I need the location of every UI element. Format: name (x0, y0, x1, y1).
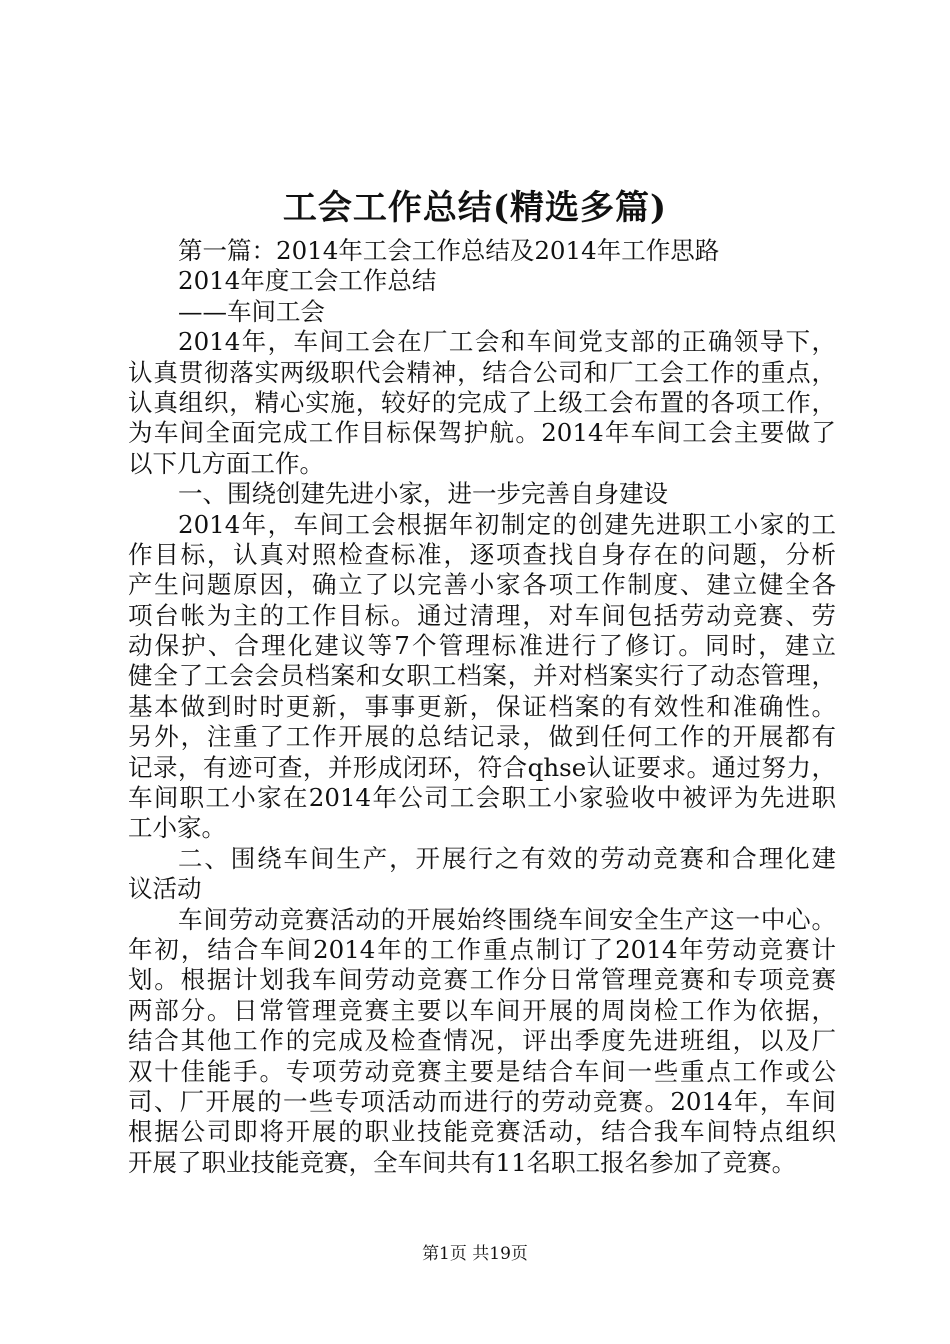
text-line: 双十佳能手。专项劳动竞赛主要是结合车间一些重点工作或公 (128, 1056, 836, 1086)
text-line: 记录，有迹可查，并形成闭环，符合qhse认证要求。通过努力， (128, 752, 836, 782)
text-line: 议活动 (128, 874, 202, 904)
text-line: 以下几方面工作。 (128, 448, 324, 478)
text-line: 开展了职业技能竞赛，全车间共有11名职工报名参加了竞赛。 (128, 1147, 797, 1177)
text-line: ——车间工会 (178, 296, 325, 326)
document-body (128, 236, 836, 1178)
text-line: 2014年度工会工作总结 (178, 266, 437, 296)
text-line: 2014年，车间工会根据年初制定的创建先进职工小家的工 (178, 509, 836, 539)
text-line: 车间职工小家在2014年公司工会职工小家验收中被评为先进职 (128, 783, 836, 813)
text-line: 根据公司即将开展的职业技能竞赛活动，结合我车间特点组织 (128, 1117, 836, 1147)
text-line: 司、厂开展的一些专项活动而进行的劳动竞赛。2014年，车间 (128, 1086, 836, 1116)
text-line: 认真贯彻落实两级职代会精神，结合公司和厂工会工作的重点， (128, 357, 836, 387)
text-line: 产生问题原因，确立了以完善小家各项工作制度、建立健全各 (128, 570, 836, 600)
text-line: 另外，注重了工作开展的总结记录，做到任何工作的开展都有 (128, 722, 836, 752)
text-line: 动保护、合理化建议等7个管理标准进行了修订。同时，建立 (128, 631, 836, 661)
text-line: 2014年，车间工会在厂工会和车间党支部的正确领导下， (178, 327, 836, 357)
text-line: 健全了工会会员档案和女职工档案，并对档案实行了动态管理， (128, 661, 836, 691)
page-footer: 第1页 共19页 (422, 1244, 528, 1264)
text-line: 认真组织，精心实施，较好的完成了上级工会布置的各项工作， (128, 387, 836, 417)
text-line: 划。根据计划我车间劳动竞赛工作分日常管理竞赛和专项竞赛 (128, 965, 836, 995)
document-title: 工会工作总结(精选多篇) (282, 188, 668, 228)
text-line: 一、围绕创建先进小家，进一步完善自身建设 (178, 479, 668, 509)
text-line: 第一篇：2014年工会工作总结及2014年工作思路 (178, 236, 720, 265)
text-line: 项台帐为主的工作目标。通过清理，对车间包括劳动竞赛、劳 (128, 600, 836, 630)
text-line: 作目标，认真对照检查标准，逐项查找自身存在的问题，分析 (128, 539, 836, 569)
text-line: 工小家。 (128, 813, 226, 843)
text-line: 两部分。日常管理竞赛主要以车间开展的周岗检工作为依据， (128, 995, 836, 1025)
text-line: 车间劳动竞赛活动的开展始终围绕车间安全生产这一中心。 (178, 904, 836, 934)
text-line: 年初，结合车间2014年的工作重点制订了2014年劳动竞赛计 (128, 934, 836, 964)
text-line: 二、围绕车间生产，开展行之有效的劳动竞赛和合理化建 (178, 843, 836, 873)
text-line: 为车间全面完成工作目标保驾护航。2014年车间工会主要做了 (128, 418, 836, 448)
text-line: 基本做到时时更新，事事更新，保证档案的有效性和准确性。 (128, 691, 836, 721)
text-line: 结合其他工作的完成及检查情况，评出季度先进班组，以及厂 (128, 1026, 836, 1056)
